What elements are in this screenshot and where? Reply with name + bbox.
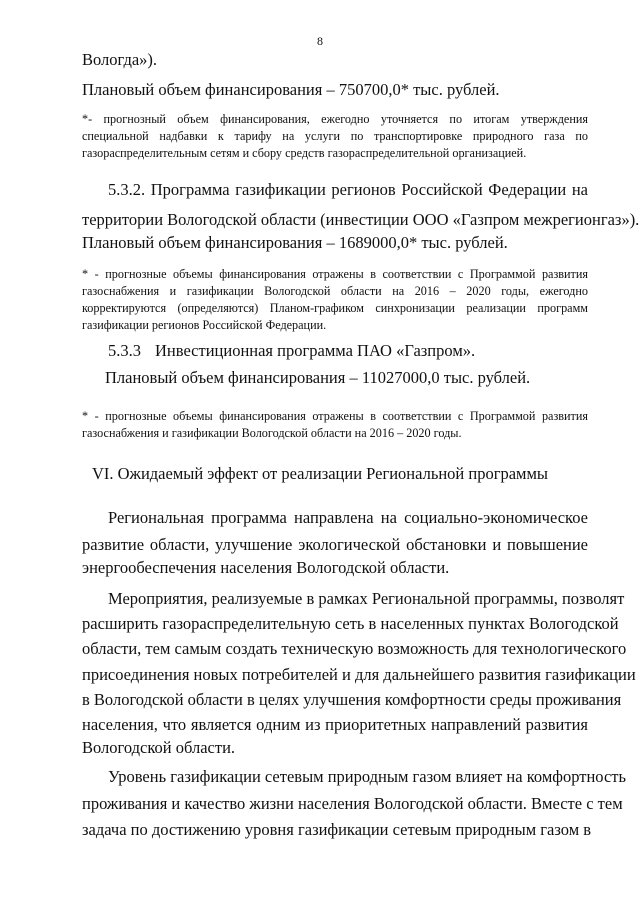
- paragraph-line: развитие области, улучшение экологической обстановки и повышение: [82, 535, 588, 554]
- section-5-3-2-title: 5.3.2. Программа газификации регионов Российской Федерации на: [108, 180, 588, 199]
- funding-line: Плановый объем финансирования – 1689000,0* тыс. рублей.: [82, 233, 508, 252]
- footnote: * - прогнозные объемы финансирования отражены в соответствии с Программой развития газоснабжения и газификации Вологодской области на 2016 – 2020 годы.: [82, 409, 588, 440]
- paragraph-line: Уровень газификации сетевым природным газом влияет на комфортность: [108, 767, 627, 786]
- footnote: * - прогнозные объемы финансирования отражены в соответствии с Программой развития газоснабжения и газификации Вологодской области на 2016 – 2020 годы, ежегодно корректируются (определяются) Планом-графиком синхронизации реализации программ газификации регионов Российской Федерации.: [82, 267, 588, 332]
- paragraph-line: проживания и качество жизни населения Вологодской области. Вместе с тем: [82, 794, 623, 813]
- paragraph-line: в Вологодской области в целях улучшения комфортности среды проживания: [82, 690, 622, 709]
- paragraph-line: Региональная программа направлена на социально-экономическое: [108, 508, 588, 527]
- funding-line: Плановый объем финансирования – 11027000,0 тыс. рублей.: [105, 368, 531, 387]
- footnote: *- прогнозный объем финансирования, ежегодно уточняется по итогам утверждения специальной надбавки к тарифу на услуги по транспортировке природного газа по газораспределительным сетям и сбору средств газораспределительной организацией.: [82, 112, 588, 160]
- paragraph-line: присоединения новых потребителей и для дальнейшего развития газификации: [82, 665, 636, 684]
- section-heading: VI. Ожидаемый эффект от реализации Региональной программы: [91, 464, 549, 483]
- paragraph-line: Мероприятия, реализуемые в рамках Региональной программы, позволят: [108, 589, 625, 608]
- text-line: территории Вологодской области (инвестиции ООО «Газпром межрегионгаз»).: [82, 210, 640, 229]
- paragraph-line: расширить газораспределительную сеть в населенных пунктах Вологодской: [82, 614, 619, 633]
- paragraph-line: населения, что является одним из приоритетных направлений развития: [82, 715, 588, 734]
- paragraph-line: области, тем самым создать техническую возможность для технологического: [82, 639, 627, 658]
- paragraph-line: Вологодской области.: [82, 738, 236, 757]
- funding-line: Плановый объем финансирования – 750700,0* тыс. рублей.: [82, 80, 500, 99]
- paragraph-line: энергообеспечения населения Вологодской области.: [82, 558, 450, 577]
- text-line: Вологда»).: [82, 50, 158, 69]
- section-5-3-3-title: Инвестиционная программа ПАО «Газпром».: [155, 341, 476, 360]
- paragraph-line: задача по достижению уровня газификации сетевым природным газом в: [82, 820, 592, 839]
- section-5-3-3-number: 5.3.3: [108, 341, 141, 360]
- page-number: 8: [317, 34, 323, 48]
